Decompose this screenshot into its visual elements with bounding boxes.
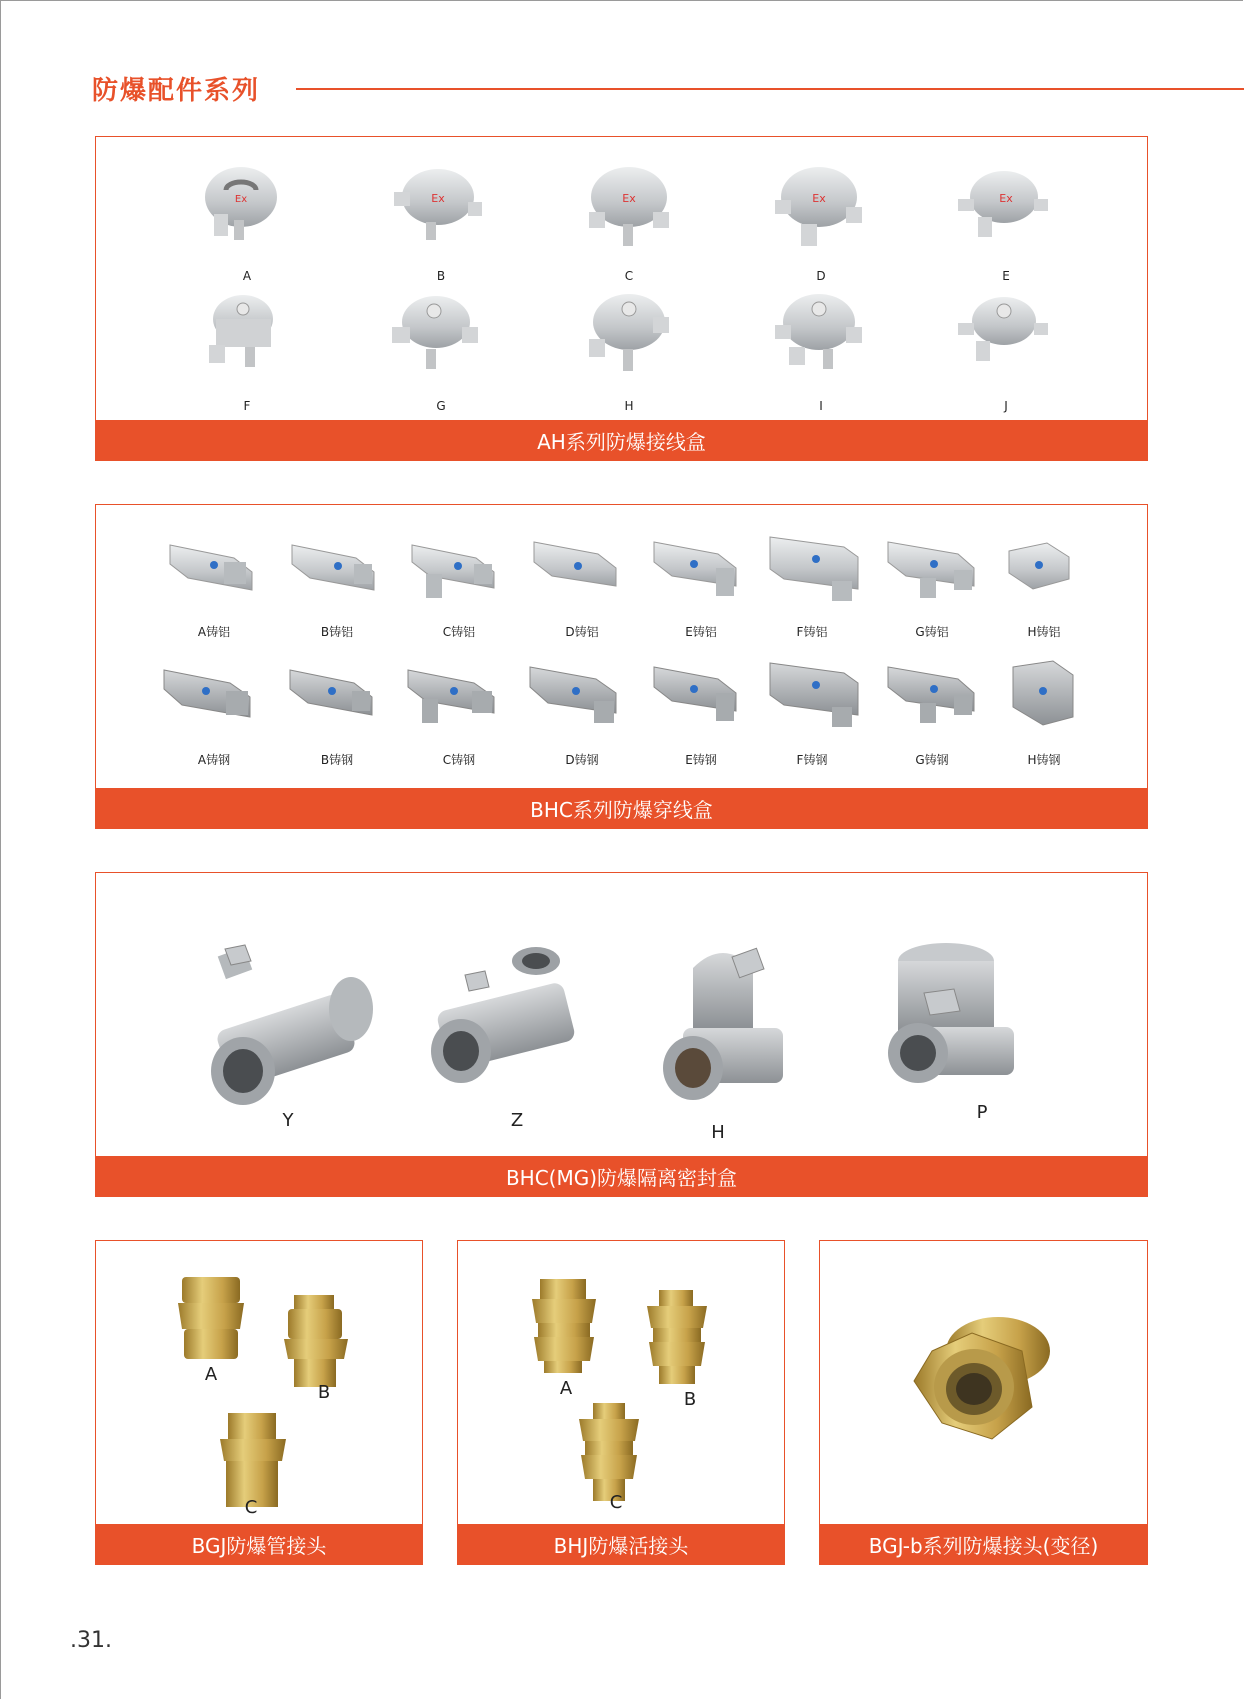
bhj-product-c — [575, 1401, 645, 1506]
bhc-label-h-al: H铸铝 — [1027, 625, 1061, 639]
bhc-label-c-al: C铸铝 — [442, 625, 476, 639]
bhc-label-b-st: B铸钢 — [320, 753, 354, 767]
ah-product-g — [386, 287, 486, 377]
bhc-label-d-st: D铸钢 — [565, 753, 599, 767]
bgj-product-b — [282, 1293, 352, 1393]
bgj-product-a — [176, 1273, 246, 1363]
mg-caption: BHC(MG)防爆隔离密封盒 — [96, 1156, 1147, 1196]
ah-product-f — [201, 287, 286, 377]
bhj-caption: BHJ防爆活接头 — [458, 1524, 784, 1564]
ah-label-b: B — [436, 269, 446, 283]
bgjb-caption: BGJ-b系列防爆接头(变径) — [820, 1524, 1147, 1564]
bgj-label-c: C — [244, 1497, 258, 1518]
ah-label-f: F — [243, 399, 251, 413]
ah-caption: AH系列防爆接线盒 — [96, 420, 1147, 460]
ah-product-a — [196, 162, 286, 247]
bhc-product-d-st — [524, 655, 624, 730]
bhj-product-a — [530, 1277, 600, 1377]
bhc-label-h-st: H铸钢 — [1027, 753, 1061, 767]
mg-product-z — [421, 941, 591, 1091]
ah-label-i: I — [819, 399, 823, 413]
ah-label-c: C — [624, 269, 634, 283]
bhc-label-g-al: G铸铝 — [915, 625, 949, 639]
bhc-box-panel — [95, 504, 1148, 829]
bhc-product-g-st — [882, 655, 982, 730]
bhc-label-b-al: B铸铝 — [320, 625, 354, 639]
mg-product-y — [201, 941, 381, 1111]
svg-text:Ex: Ex — [622, 192, 636, 205]
ah-junction-box-panel — [95, 136, 1148, 461]
svg-text:Ex: Ex — [999, 192, 1013, 205]
bgj-panel — [95, 1240, 423, 1565]
bhc-product-e-st — [648, 655, 743, 730]
ah-label-e: E — [1002, 269, 1010, 283]
ah-product-i — [771, 287, 866, 377]
bhc-label-e-st: E铸钢 — [685, 753, 717, 767]
bhc-product-e-al — [648, 530, 743, 605]
bhj-panel — [457, 1240, 785, 1565]
svg-text:Ex: Ex — [431, 192, 445, 205]
page-title: 防爆配件系列 — [92, 76, 261, 106]
ah-product-h — [581, 287, 676, 377]
mg-label-h: H — [711, 1122, 725, 1143]
bhc-product-f-st — [764, 653, 864, 733]
bhc-product-b-st — [284, 655, 379, 725]
mg-product-h — [653, 928, 803, 1118]
bhc-label-e-al: E铸铝 — [685, 625, 717, 639]
bhj-product-b — [643, 1288, 713, 1388]
mg-label-y: Y — [282, 1110, 294, 1131]
bhc-product-h-al — [1003, 535, 1078, 595]
bhc-label-a-st: A铸钢 — [197, 753, 231, 767]
bhj-label-b: B — [683, 1389, 697, 1410]
bhc-product-g-al — [882, 530, 982, 605]
ah-label-a: A — [242, 269, 252, 283]
bhc-label-f-st: F铸钢 — [796, 753, 828, 767]
bhc-product-f-al — [764, 527, 864, 607]
bhc-label-c-st: C铸钢 — [442, 753, 476, 767]
ah-label-g: G — [436, 399, 446, 413]
bgjb-product — [902, 1311, 1062, 1461]
bhc-product-a-al — [164, 530, 259, 600]
svg-text:Ex: Ex — [812, 192, 826, 205]
bgjb-panel — [819, 1240, 1148, 1565]
bhj-label-c: C — [609, 1492, 623, 1513]
bhj-label-a: A — [559, 1378, 573, 1399]
bgj-caption: BGJ防爆管接头 — [96, 1524, 422, 1564]
bhc-product-c-st — [402, 655, 502, 730]
ah-label-j: J — [1004, 399, 1008, 413]
bhc-label-g-st: G铸钢 — [915, 753, 949, 767]
bgj-product-c — [218, 1411, 288, 1511]
bhc-product-b-al — [286, 530, 381, 600]
bhc-label-f-al: F铸铝 — [796, 625, 828, 639]
ah-product-j — [956, 289, 1051, 374]
bgj-label-b: B — [317, 1382, 331, 1403]
ah-label-h: H — [624, 399, 634, 413]
bhc-product-h-st — [1003, 655, 1083, 730]
bhc-label-a-al: A铸铝 — [197, 625, 231, 639]
svg-text:Ex: Ex — [234, 194, 248, 205]
mg-label-z: Z — [510, 1110, 524, 1131]
ah-product-b — [386, 162, 486, 247]
bhc-product-a-st — [158, 655, 258, 730]
ah-product-e — [956, 165, 1051, 250]
ah-label-d: D — [816, 269, 826, 283]
bgj-label-a: A — [204, 1364, 218, 1385]
mg-label-p: P — [976, 1102, 988, 1123]
bhc-label-d-al: D铸铝 — [565, 625, 599, 639]
bhc-caption: BHC系列防爆穿线盒 — [96, 788, 1147, 828]
ah-product-d — [771, 162, 866, 252]
bhc-product-c-al — [406, 530, 501, 605]
page-number: .31. — [70, 1628, 112, 1653]
ah-product-c — [581, 162, 676, 252]
title-rule — [296, 88, 1244, 90]
mg-seal-box-panel — [95, 872, 1148, 1197]
bhc-product-d-al — [528, 530, 623, 600]
mg-product-p — [874, 931, 1024, 1101]
